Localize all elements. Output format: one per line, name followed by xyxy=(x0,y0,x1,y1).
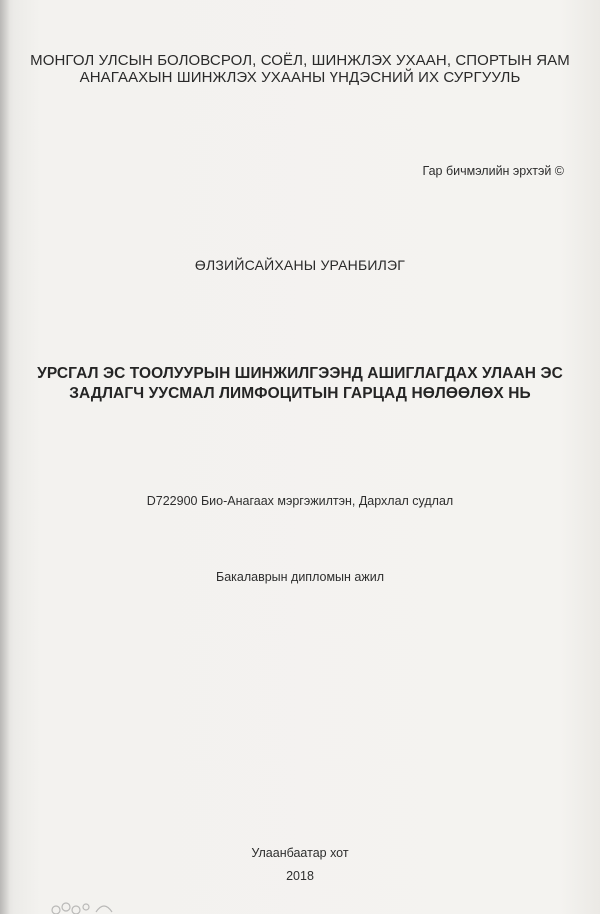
university-name: АНАГААХЫН ШИНЖЛЭХ УХААНЫ ҮНДЭСНИЙ ИХ СУРГУУЛЬ xyxy=(79,69,521,86)
degree-type: Бакалаврын дипломын ажил xyxy=(215,570,385,584)
specialty-code: D722900 Био-Анагаах мэргэжилтэн, Дархлал судлал xyxy=(146,494,454,508)
binding-shadow xyxy=(0,0,10,914)
year: 2018 xyxy=(286,869,314,883)
author-name: ӨЛЗИЙСАЙХАНЫ УРАНБИЛЭГ xyxy=(194,257,406,273)
city: Улаанбаатар хот xyxy=(251,846,349,860)
copyright-notice: Гар бичмэлийн эрхтэй © xyxy=(422,164,564,178)
flower-logo-icon xyxy=(52,903,112,914)
ministry-name: МОНГОЛ УЛСЫН БОЛОВСРОЛ, СОЁЛ, ШИНЖЛЭХ УХААН, СПОРТЫН ЯАМ xyxy=(30,52,570,69)
thesis-title-line-2: ЗАДЛАГЧ УУСМАЛ ЛИМФОЦИТЫН ГАРЦАД НӨЛӨӨЛӨХ НЬ xyxy=(69,385,531,402)
watermark-logo xyxy=(46,898,226,914)
thesis-title-line-1: УРСГАЛ ЭС ТООЛУУРЫН ШИНЖИЛГЭЭНД АШИГЛАГДАХ УЛААН ЭС xyxy=(37,365,563,382)
